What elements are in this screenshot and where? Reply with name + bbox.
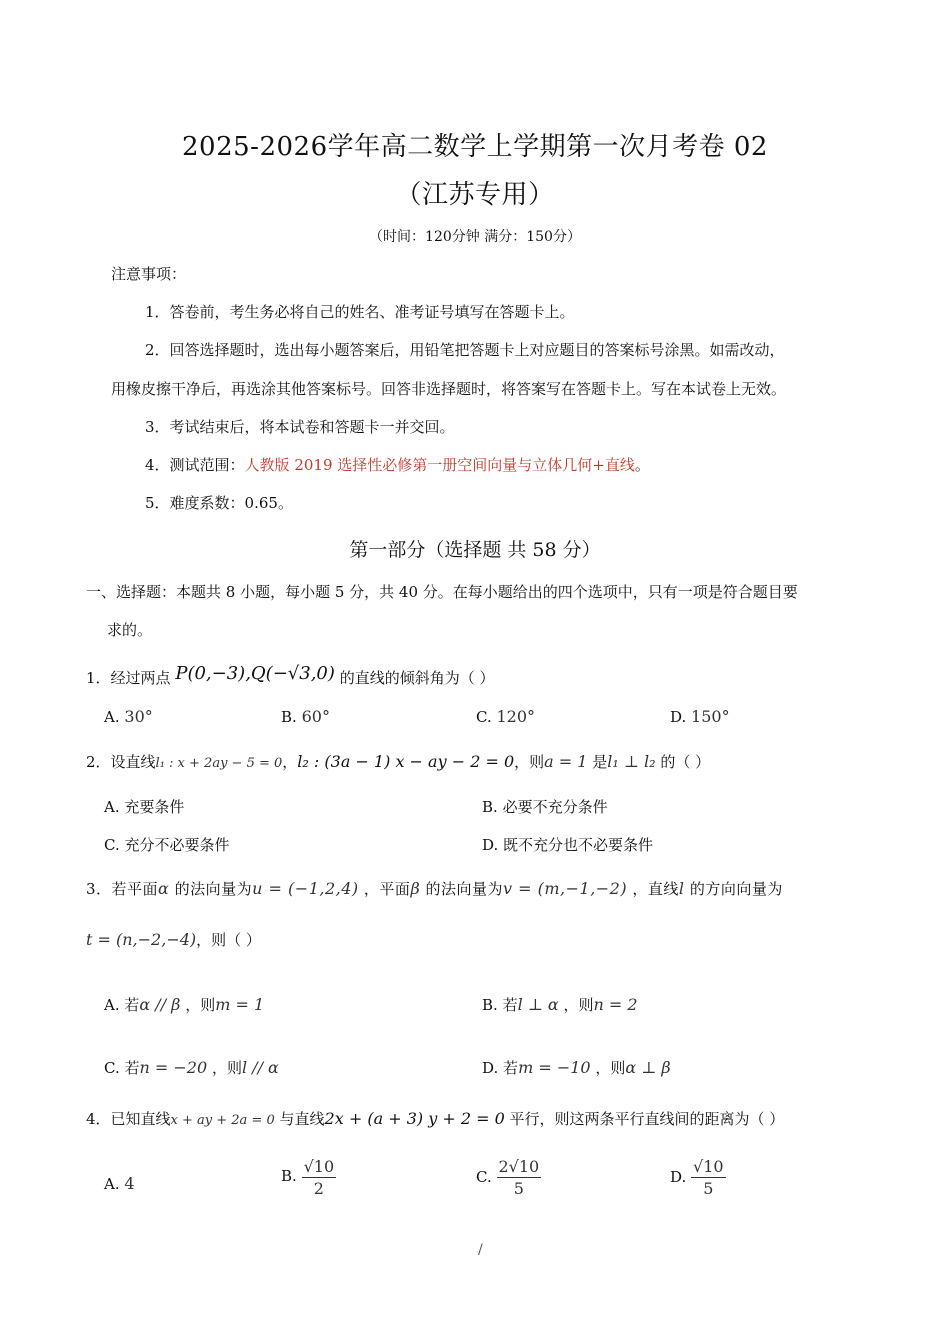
q3-option-d-cond: m = −10 bbox=[518, 1058, 591, 1077]
q4-option-d[interactable] bbox=[670, 1157, 726, 1199]
question-2 bbox=[86, 752, 710, 774]
q3-p7: ，则（ ） bbox=[196, 931, 261, 949]
q4-option-b[interactable] bbox=[281, 1157, 336, 1199]
q1-option-c-value: 120° bbox=[496, 707, 536, 726]
q4-option-c-fraction bbox=[497, 1157, 542, 1199]
question-4 bbox=[86, 1109, 784, 1131]
q1-option-a-value: 30° bbox=[124, 707, 153, 726]
q3-option-a-cond: α // β bbox=[139, 995, 181, 1014]
q4-option-c[interactable] bbox=[476, 1157, 541, 1199]
q4-option-c-denominator: 5 bbox=[513, 1179, 524, 1198]
notice-item-4 bbox=[145, 455, 650, 475]
q1-option-b-label: B. bbox=[281, 708, 297, 726]
q3-p3: ，平面 bbox=[363, 880, 411, 898]
q4-option-b-fraction bbox=[302, 1157, 337, 1199]
q2-mid: ，则 bbox=[514, 753, 545, 771]
q1-option-a-label: A. bbox=[104, 708, 120, 726]
q4-mid: 与直线 bbox=[279, 1110, 325, 1128]
q3-beta: β bbox=[410, 879, 421, 898]
q3-p5: ，直线 bbox=[632, 880, 679, 898]
q4-option-b-denominator: 2 bbox=[313, 1179, 324, 1198]
q4-suffix: 平行，则这两条平行直线间的距离为（ ） bbox=[509, 1110, 785, 1128]
q3-p6: 的方向向量为 bbox=[689, 880, 783, 898]
q2-option-c-label: C. bbox=[104, 836, 120, 854]
q4-option-b-numerator: √10 bbox=[303, 1157, 335, 1176]
q1-prefix: 1．经过两点 bbox=[86, 669, 171, 687]
q1-option-c-label: C. bbox=[476, 708, 492, 726]
q2-comma: ， bbox=[282, 753, 298, 771]
q4-option-a-label: A. bbox=[104, 1175, 120, 1193]
q2-option-d-label: D. bbox=[482, 836, 499, 854]
q4-option-d-fraction bbox=[691, 1157, 726, 1199]
q1-suffix: 的直线的倾斜角为（ ） bbox=[339, 669, 495, 687]
q3-option-d-res: α ⊥ β bbox=[625, 1058, 671, 1077]
q4-line2: 2x + (a + 3) y + 2 = 0 bbox=[324, 1109, 505, 1128]
q4-option-c-label: C. bbox=[476, 1168, 492, 1186]
q3-option-b-pre: 若 bbox=[502, 996, 518, 1014]
q1-option-d[interactable] bbox=[670, 707, 730, 727]
q1-option-c[interactable] bbox=[476, 707, 535, 727]
q3-option-c-pre: 若 bbox=[124, 1059, 140, 1077]
q4-option-a-value: 4 bbox=[124, 1174, 135, 1193]
q4-line1: x + ay + 2a = 0 bbox=[170, 1113, 275, 1128]
q3-option-c-res: l // α bbox=[241, 1058, 279, 1077]
q3-alpha: α bbox=[158, 879, 170, 898]
notice-item-3: 3．考试结束后，将本试卷和答题卡一并交回。 bbox=[145, 418, 455, 436]
q3-option-a-label: A. bbox=[104, 996, 120, 1014]
notice-item-4-scope: 人教版 2019 选择性必修第一册空间向量与立体几何+直线 bbox=[244, 456, 635, 474]
section-instructions-line-1: 一、选择题：本题共 8 小题，每小题 5 分，共 40 分。在每小题给出的四个选项中，只有一项是符合题目要 bbox=[86, 583, 798, 601]
q1-option-a[interactable] bbox=[104, 707, 153, 727]
q1-option-b-value: 60° bbox=[301, 707, 330, 726]
q3-option-c-cond: n = −20 bbox=[139, 1058, 208, 1077]
q3-option-d-mid: ，则 bbox=[595, 1059, 626, 1077]
q3-v: v = (m,−1,−2) bbox=[502, 879, 628, 898]
q2-l1: l₁ : x + 2ay − 5 = 0 bbox=[155, 756, 283, 771]
q3-t: t = (n,−2,−4) bbox=[86, 930, 197, 949]
q2-option-b-value: 必要不充分条件 bbox=[502, 798, 608, 816]
notice-item-4-suffix: 。 bbox=[634, 456, 650, 474]
notice-item-2-line-2: 用橡皮擦干净后，再选涂其他答案标号。回答非选择题时，将答案写在答题卡上。写在本试卷上无效。 bbox=[111, 380, 787, 398]
q4-prefix: 4．已知直线 bbox=[86, 1110, 171, 1128]
q3-option-c[interactable] bbox=[104, 1058, 279, 1078]
q3-p4: 的法向量为 bbox=[425, 880, 503, 898]
q2-option-b[interactable] bbox=[482, 797, 608, 817]
q3-p1: 3．若平面 bbox=[86, 880, 159, 898]
q2-option-a-value: 充要条件 bbox=[124, 798, 185, 816]
q3-option-b-mid: ，则 bbox=[563, 996, 594, 1014]
q4-option-d-numerator: √10 bbox=[693, 1157, 724, 1176]
q4-option-c-numerator: 2√10 bbox=[498, 1157, 540, 1176]
q1-option-d-label: D. bbox=[670, 708, 687, 726]
q2-option-c[interactable] bbox=[104, 835, 230, 855]
q3-option-d[interactable] bbox=[482, 1058, 671, 1078]
q3-option-d-pre: 若 bbox=[503, 1059, 519, 1077]
q2-prefix: 2．设直线 bbox=[86, 753, 156, 771]
q3-option-b-cond: l ⊥ α bbox=[517, 995, 559, 1014]
q3-option-b[interactable] bbox=[482, 995, 638, 1015]
q4-option-d-denominator: 5 bbox=[703, 1179, 714, 1198]
q2-option-a-label: A. bbox=[104, 798, 120, 816]
q2-is: 是 bbox=[592, 753, 608, 771]
notice-item-5: 5．难度系数：0.65。 bbox=[145, 494, 293, 512]
q2-cond: a = 1 bbox=[544, 752, 588, 771]
q3-option-b-res: n = 2 bbox=[593, 995, 638, 1014]
q3-u: u = (−1,2,4) bbox=[252, 879, 359, 898]
q3-option-a-pre: 若 bbox=[124, 996, 140, 1014]
notice-item-1: 1．答卷前，考生务必将自己的姓名、准考证号填写在答题卡上。 bbox=[145, 303, 575, 321]
q1-option-d-value: 150° bbox=[691, 707, 730, 726]
q4-option-d-label: D. bbox=[670, 1168, 687, 1186]
q4-option-b-label: B. bbox=[281, 1167, 297, 1185]
q2-option-d-value: 既不充分也不必要条件 bbox=[503, 836, 654, 854]
q3-option-b-label: B. bbox=[482, 996, 498, 1014]
q1-points-math: P(0,−3),Q(−√3,0) bbox=[175, 663, 335, 684]
q3-option-a-res: m = 1 bbox=[215, 995, 265, 1014]
q3-p2: 的法向量为 bbox=[174, 880, 253, 898]
q2-suffix: 的（ ） bbox=[660, 753, 711, 771]
q3-option-a-mid: ，则 bbox=[185, 996, 216, 1014]
q2-option-d[interactable] bbox=[482, 835, 653, 855]
q3-option-c-label: C. bbox=[104, 1059, 120, 1077]
page-mark: / bbox=[478, 1242, 483, 1258]
q3-option-d-label: D. bbox=[482, 1059, 499, 1077]
notice-heading: 注意事项： bbox=[111, 265, 187, 283]
question-3-line-1 bbox=[86, 879, 783, 899]
q3-l: l bbox=[678, 879, 685, 898]
question-3-line-2 bbox=[86, 930, 261, 950]
notice-item-4-prefix: 4．测试范围： bbox=[145, 456, 245, 474]
q2-l2: l₂ : (3a − 1) x − ay − 2 = 0 bbox=[297, 752, 515, 771]
exam-meta: （时间：120分钟 满分：150分） bbox=[369, 229, 581, 245]
exam-subtitle: （江苏专用） bbox=[395, 180, 555, 210]
q2-option-a[interactable] bbox=[104, 797, 184, 817]
q2-option-c-value: 充分不必要条件 bbox=[124, 836, 230, 854]
q1-option-b[interactable] bbox=[281, 707, 330, 727]
section-instructions-line-2: 求的。 bbox=[107, 621, 153, 639]
part1-heading: 第一部分（选择题 共 58 分） bbox=[349, 539, 601, 561]
q2-perp: l₁ ⊥ l₂ bbox=[607, 752, 656, 771]
q4-option-a[interactable] bbox=[104, 1174, 135, 1194]
q3-option-c-mid: ，则 bbox=[211, 1059, 242, 1077]
q2-option-b-label: B. bbox=[482, 798, 498, 816]
question-1 bbox=[86, 663, 495, 688]
exam-title: 2025-2026学年高二数学上学期第一次月考卷 02 bbox=[182, 132, 768, 162]
notice-item-2-line-1: 2．回答选择题时，选出每小题答案后，用铅笔把答题卡上对应题目的答案标号涂黑。如需改动， bbox=[145, 341, 785, 359]
q3-option-a[interactable] bbox=[104, 995, 264, 1015]
